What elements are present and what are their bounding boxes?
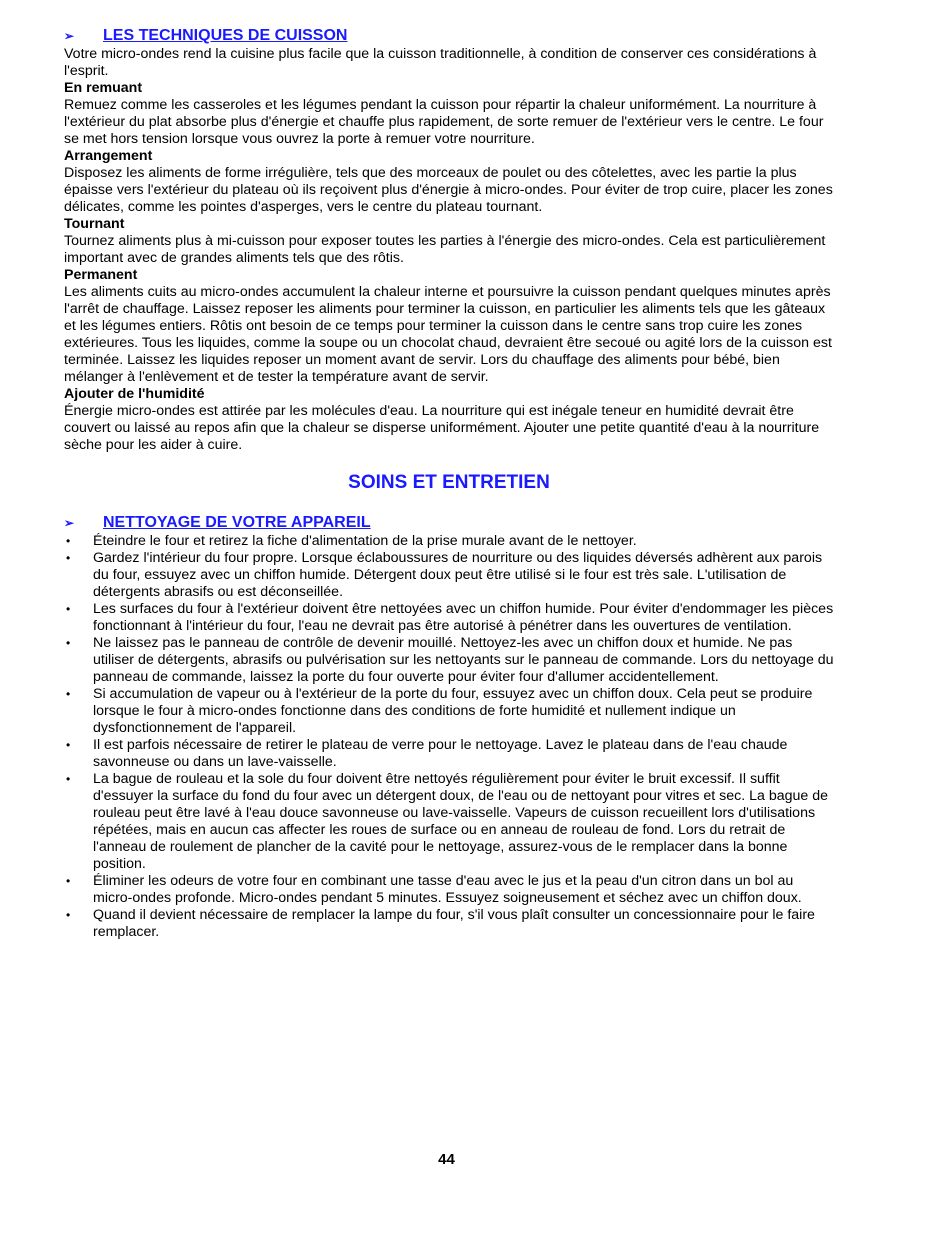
list-item-text: La bague de rouleau et la sole du four doivent être nettoyés régulièrement pour éviter le bruit excessif. Il suffit d'essuyer la surface du fond du four avec un détergent doux, de l'eau ou de nettoyant pour vitres et sec. La bague de rouleau peut être lavé à l'eau douce savonneuse ou lave-vaisselle. Vapeurs de cuisson recueillent lors d'utilisations répétées, mais en aucun cas affecter les roues de surface ou en anneau de rouleau de fond. Lors du retrait de l'anneau de roulement de plancher de la cavité pour le nettoyage, assurez-vous de le remplacer dans la bonne position. — [93, 771, 828, 872]
paragraph-arrangement: Disposez les aliments de forme irrégulière, tels que des morceaux de poulet ou des côtelettes, avec les partie la plus épaisse vers l'extérieur du plateau où ils reçoivent plus d'énergie à micro-ondes. Pour éviter de trop cuire, placer les zones délicates, comme les pointes d'asperges, vers le centre du plateau tournant. — [64, 165, 833, 215]
section-heading-cooking-techniques — [64, 26, 834, 46]
page-content — [64, 26, 834, 941]
main-title: SOINS ET ENTRETIEN — [348, 472, 550, 493]
bullet-dot-icon: • — [66, 738, 71, 752]
list-item — [64, 533, 834, 550]
section-title: NETTOYAGE DE VOTRE APPAREIL — [103, 514, 371, 531]
list-item — [64, 907, 834, 941]
bullet-dot-icon: • — [66, 908, 71, 922]
list-item — [64, 686, 834, 737]
bullet-dot-icon: • — [66, 687, 71, 701]
list-item-text: Quand il devient nécessaire de remplacer la lampe du four, s'il vous plaît consulter un concessionnaire pour le faire remplacer. — [93, 907, 815, 940]
bullet-dot-icon: • — [66, 772, 71, 786]
paragraph-standing: Les aliments cuits au micro-ondes accumulent la chaleur interne et poursuivre la cuisson pendant quelques minutes après l'arrêt de chauffage. Laissez reposer les aliments pour terminer la cuisson, en particulier les aliments tels que les gâteaux et les légumes entiers. Rôtis ont besoin de ce temps pour terminer la cuisson dans le centre sans trop cuire les zones extérieures. Tous les liquides, comme la soupe ou un chocolat chaud, devraient être secoué ou agité lors de la cuisson est terminée. Laissez les liquides reposer un moment avant de servir. Lors du chauffage des aliments pour bébé, bien mélanger à l'enlèvement et de tester la température avant de servir. — [64, 284, 832, 385]
list-item-text: Les surfaces du four à l'extérieur doivent être nettoyées avec un chiffon humide. Pour éviter d'endommager les pièces fonctionnant à l'intérieur du four, l'eau ne devrait pas être autorisé à pénétrer dans les ouvertures de ventilation. — [93, 601, 834, 634]
list-item — [64, 771, 834, 873]
subheading-arrangement: Arrangement — [64, 148, 153, 164]
subheading-stirring: En remuant — [64, 80, 143, 96]
list-item — [64, 737, 834, 771]
list-item — [64, 550, 834, 601]
paragraph-stirring: Remuez comme les casseroles et les légumes pendant la cuisson pour répartir la chaleur uniformément. La nourriture à l'extérieur du plat absorbe plus d'énergie et chauffe plus rapidement, de sorte remuer de l'extérieur vers le centre. Le four se met hors tension lorsque vous ouvrez la porte à remuer votre nourriture. — [64, 97, 824, 147]
list-item — [64, 601, 834, 635]
bullet-dot-icon: • — [66, 602, 71, 616]
bullet-dot-icon: • — [66, 874, 71, 888]
cleaning-list — [64, 533, 834, 941]
subheading-standing: Permanent — [64, 267, 138, 283]
bullet-dot-icon: • — [66, 636, 71, 650]
bullet-dot-icon: • — [66, 534, 71, 548]
list-item-text: Si accumulation de vapeur ou à l'extérieur de la porte du four, essuyez avec un chiffon doux. Cela peut se produire lorsque le four à micro-ondes fonctionne dans des conditions de forte humidité et nullement indique un dysfonctionnement de l'appareil. — [93, 686, 813, 736]
arrow-bullet-icon: ➢ — [64, 516, 75, 530]
list-item — [64, 635, 834, 686]
subheading-turning: Tournant — [64, 216, 125, 232]
list-item-text: Éteindre le four et retirez la fiche d'alimentation de la prise murale avant de le nettoyer. — [93, 533, 637, 549]
page-number: 44 — [438, 1151, 455, 1168]
section-heading-cleaning — [64, 513, 834, 533]
bullet-dot-icon: • — [66, 551, 71, 565]
intro-paragraph: Votre micro-ondes rend la cuisine plus facile que la cuisson traditionnelle, à condition de conserver ces considérations à l'esprit. — [64, 46, 817, 79]
paragraph-moisture: Énergie micro-ondes est attirée par les molécules d'eau. La nourriture qui est inégale teneur en humidité devrait être couvert ou laissé au repos afin que la chaleur se disperse uniformément. Ajouter une petite quantité d'eau à la nourriture sèche pour les aider à cuire. — [64, 403, 820, 453]
arrow-bullet-icon: ➢ — [64, 29, 75, 43]
list-item — [64, 873, 834, 907]
list-item-text: Ne laissez pas le panneau de contrôle de devenir mouillé. Nettoyez-les avec un chiffon doux et humide. Ne pas utiliser de détergents, abrasifs ou pulvérisation sur les nettoyants sur le panneau de commande. Lors du nettoyage du panneau de commande, laissez la porte du four ouverte pour éviter four d'allumer accidentellement. — [93, 635, 834, 685]
list-item-text: Éliminer les odeurs de votre four en combinant une tasse d'eau avec le jus et la peau d'un citron dans un bol au micro-ondes profonde. Micro-ondes pendant 5 minutes. Essuyez soigneusement et séchez avec un chiffon doux. — [93, 873, 802, 906]
list-item-text: Gardez l'intérieur du four propre. Lorsque éclaboussures de nourriture ou des liquides déversés adhèrent aux parois du four, essuyez avec un chiffon humide. Détergent doux peut être utilisé si le four est très sale. L'utilisation de détergents abrasifs ou est déconseillée. — [93, 550, 823, 600]
subheading-moisture: Ajouter de l'humidité — [64, 386, 205, 402]
list-item-text: Il est parfois nécessaire de retirer le plateau de verre pour le nettoyage. Lavez le plateau dans de l'eau chaude savonneuse ou dans un lave-vaisselle. — [93, 737, 788, 770]
paragraph-turning: Tournez aliments plus à mi-cuisson pour exposer toutes les parties à l'énergie des micro-ondes. Cela est particulièrement important avec de grandes aliments tels que des rôtis. — [64, 233, 826, 266]
section-title: LES TECHNIQUES DE CUISSON — [103, 27, 348, 44]
